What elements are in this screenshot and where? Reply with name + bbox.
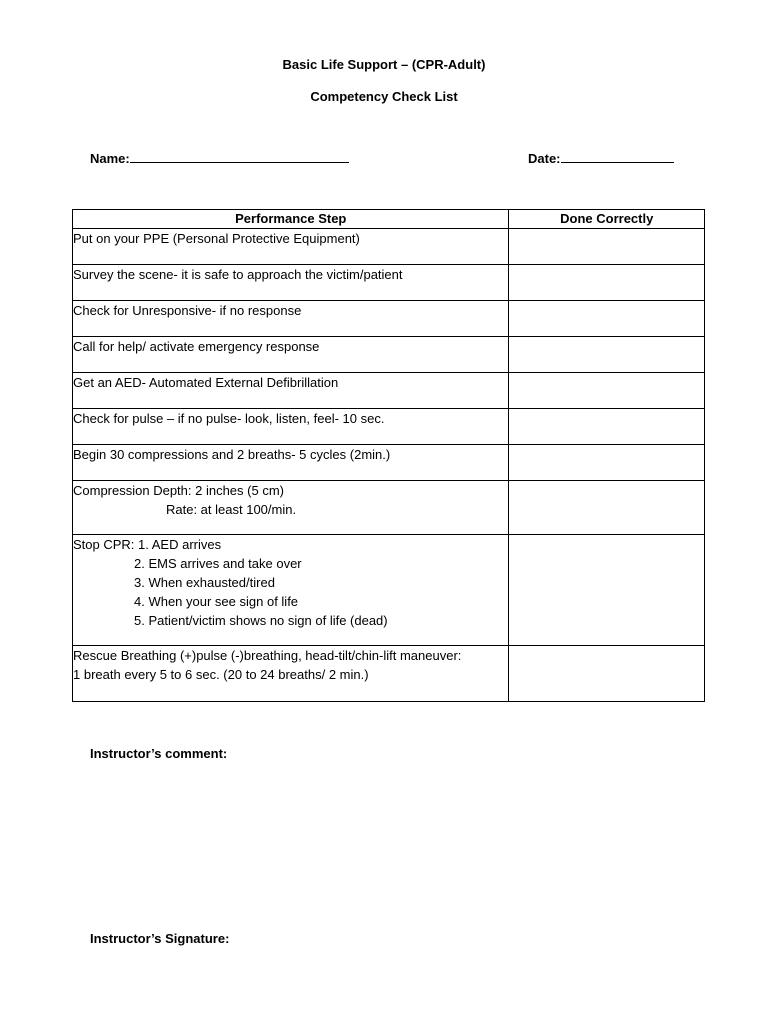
column-header-performance-step: Performance Step <box>73 210 509 229</box>
table-row <box>73 265 705 301</box>
done-correctly-cell[interactable] <box>509 481 705 535</box>
date-field[interactable] <box>528 150 674 166</box>
step-text: Survey the scene- it is safe to approach the victim/patient <box>73 267 403 282</box>
done-correctly-cell[interactable] <box>509 535 705 646</box>
step-text: Compression Depth: 2 inches (5 cm) <box>73 483 284 498</box>
step-text: Begin 30 compressions and 2 breaths- 5 cycles (2min.) <box>73 447 391 462</box>
step-cell <box>73 481 509 535</box>
date-label: Date: <box>528 151 561 166</box>
name-blank-line[interactable] <box>130 150 349 163</box>
table-row <box>73 646 705 702</box>
page-title: Basic Life Support – (CPR-Adult) <box>282 57 486 72</box>
table-row <box>73 373 705 409</box>
step-cell <box>73 646 509 702</box>
competency-table <box>72 209 705 702</box>
step-cell <box>73 535 509 646</box>
done-correctly-cell[interactable] <box>509 373 705 409</box>
table-row <box>73 481 705 535</box>
table-row <box>73 445 705 481</box>
step-text: Rescue Breathing (+)pulse (-)breathing, head-tilt/chin-lift maneuver: <box>73 648 462 663</box>
done-correctly-cell[interactable] <box>509 445 705 481</box>
step-text: 2. EMS arrives and take over <box>134 556 302 571</box>
step-text: Put on your PPE (Personal Protective Equipment) <box>73 231 360 246</box>
step-text: 5. Patient/victim shows no sign of life (dead) <box>134 613 388 628</box>
step-text: Check for Unresponsive- if no response <box>73 303 302 318</box>
step-text: Call for help/ activate emergency response <box>73 339 320 354</box>
step-text: Stop CPR: 1. AED arrives <box>73 537 222 552</box>
step-cell <box>73 373 509 409</box>
done-correctly-cell[interactable] <box>509 337 705 373</box>
done-correctly-cell[interactable] <box>509 646 705 702</box>
table-row <box>73 337 705 373</box>
table-row <box>73 409 705 445</box>
step-text: 3. When exhausted/tired <box>134 575 275 590</box>
step-text: Rate: at least 100/min. <box>166 502 297 517</box>
done-correctly-cell[interactable] <box>509 265 705 301</box>
date-blank-line[interactable] <box>561 150 674 163</box>
page-subtitle: Competency Check List <box>310 89 458 104</box>
step-text: 4. When your see sign of life <box>134 594 299 609</box>
step-cell <box>73 265 509 301</box>
done-correctly-cell[interactable] <box>509 229 705 265</box>
done-correctly-cell[interactable] <box>509 301 705 337</box>
table-header-row <box>73 210 705 229</box>
name-field[interactable] <box>90 150 349 166</box>
step-cell <box>73 445 509 481</box>
step-text: Check for pulse – if no pulse- look, listen, feel- 10 sec. <box>73 411 385 426</box>
table-row <box>73 229 705 265</box>
step-cell <box>73 337 509 373</box>
step-text: 1 breath every 5 to 6 sec. (20 to 24 breaths/ 2 min.) <box>73 667 369 682</box>
step-text: Get an AED- Automated External Defibrillation <box>73 375 339 390</box>
instructor-signature-label: Instructor’s Signature: <box>90 931 230 946</box>
table-row <box>73 535 705 646</box>
step-cell <box>73 409 509 445</box>
name-label: Name: <box>90 151 130 166</box>
step-cell <box>73 229 509 265</box>
step-cell <box>73 301 509 337</box>
instructor-comment-label: Instructor’s comment: <box>90 746 228 761</box>
table-row <box>73 301 705 337</box>
done-correctly-cell[interactable] <box>509 409 705 445</box>
column-header-done-correctly: Done Correctly <box>509 210 705 229</box>
